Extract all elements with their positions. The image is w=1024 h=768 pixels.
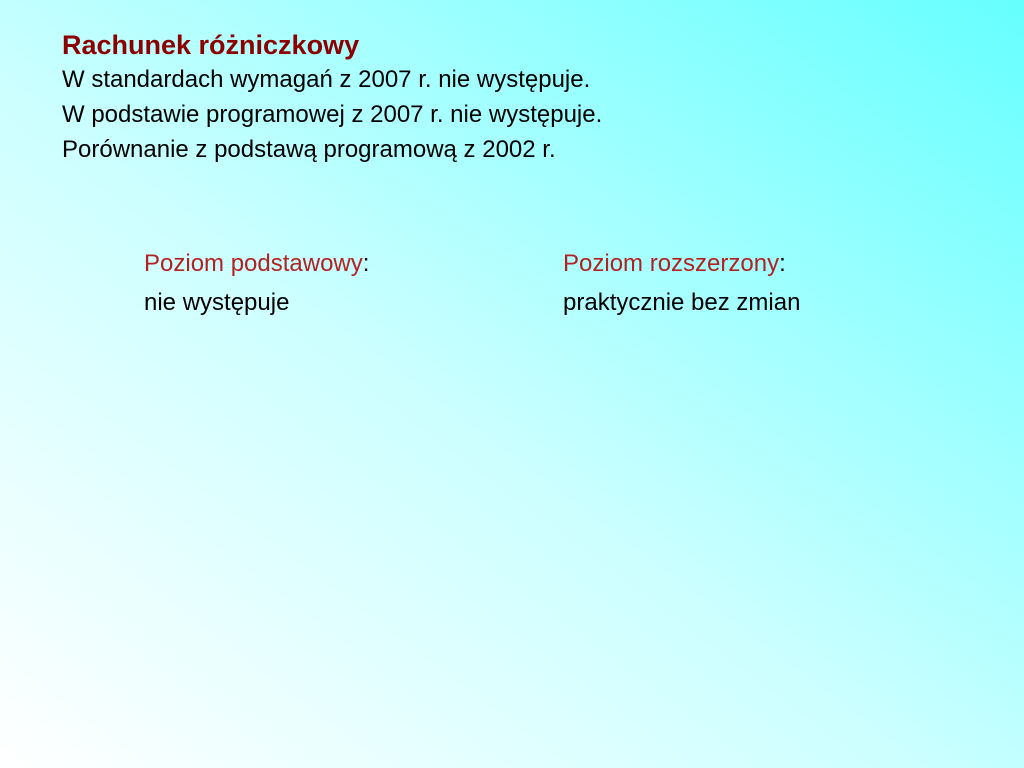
- curriculum-line: W podstawie programowej z 2007 r. nie występuje.: [62, 101, 603, 128]
- basic-level-value: nie występuje: [144, 289, 290, 316]
- basic-level-heading: [144, 246, 369, 282]
- basic-level-column: [144, 246, 369, 321]
- extended-level-value: praktycznie bez zmian: [563, 289, 801, 316]
- standards-line: W standardach wymagań z 2007 r. nie występuje.: [62, 66, 591, 93]
- extended-level-column: [563, 246, 800, 321]
- comparison-line: Porównanie z podstawą programową z 2002 r.: [62, 136, 556, 163]
- extended-level-label: Poziom rozszerzony: [563, 250, 780, 277]
- slide-title: Rachunek różniczkowy: [62, 30, 360, 60]
- basic-level-label: Poziom podstawowy: [144, 250, 363, 277]
- extended-level-colon: :: [779, 250, 786, 277]
- slide-header: [62, 28, 962, 167]
- extended-level-heading: [563, 246, 800, 282]
- basic-level-colon: :: [362, 250, 370, 277]
